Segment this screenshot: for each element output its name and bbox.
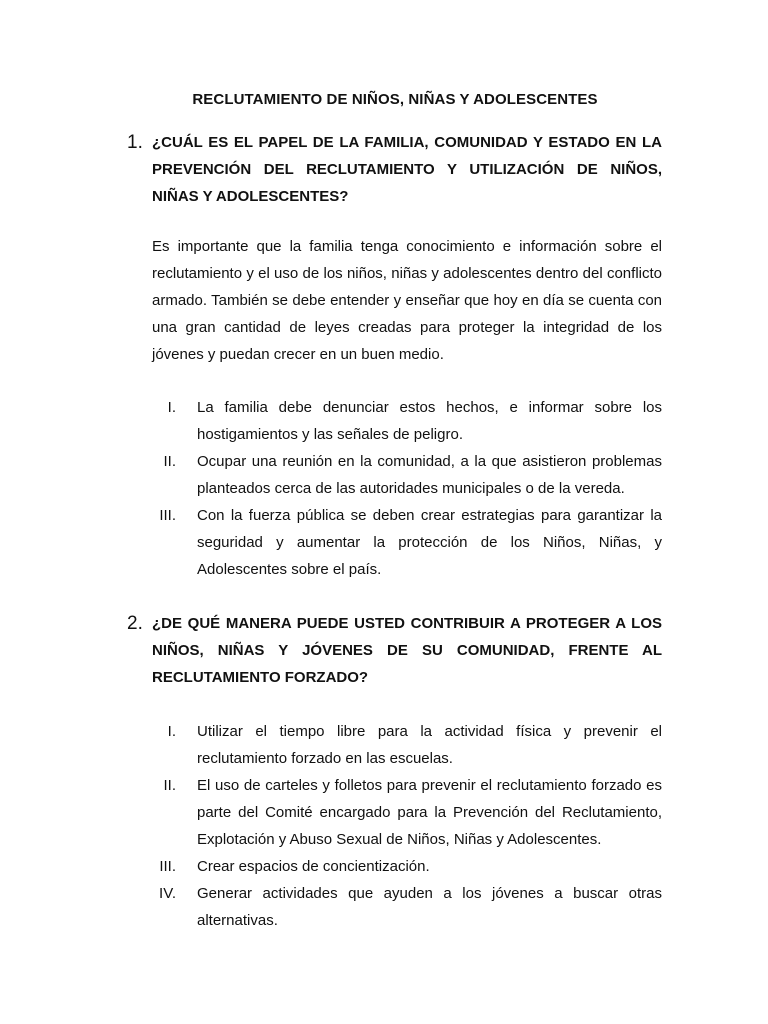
list-item-text: Generar actividades que ayuden a los jóvenes a buscar otras alternativas. — [197, 885, 662, 929]
list-marker: II. — [163, 453, 176, 470]
list-item-text: Crear espacios de concientización. — [197, 858, 430, 875]
question-1-number: 1. — [127, 132, 143, 153]
question-1-paragraph: Es importante que la familia tenga conocimiento e información sobre el reclutamiento y el uso de los niños, niñas y adolescentes dentro del conflicto armado. También se debe entender y enseñar que hoy en día se cuenta con una gran cantidad de leyes creadas para proteger la integridad de los jóvenes y puedan crecer en un buen medio. — [152, 238, 662, 363]
list-item-text: La familia debe denunciar estos hechos, e informar sobre los hostigamientos y las señales de peligro. — [197, 399, 662, 443]
list-item — [0, 853, 768, 880]
list-item-text: El uso de carteles y folletos para prevenir el reclutamiento forzado es parte del Comité encargado para la Prevención del Reclutamiento, Explotación y Abuso Sexual de Niños, Niñas y Adolescentes. — [197, 777, 662, 848]
list-marker: IV. — [159, 885, 176, 902]
list-item — [0, 772, 768, 853]
list-item-text: Utilizar el tiempo libre para la actividad física y prevenir el reclutamiento forzado en las escuelas. — [197, 723, 662, 767]
list-item — [0, 394, 768, 448]
list-item — [0, 718, 768, 772]
list-marker: III. — [159, 858, 176, 875]
list-marker: I. — [167, 399, 176, 416]
list-item — [0, 880, 768, 934]
list-marker: I. — [167, 723, 176, 740]
list-item — [0, 502, 768, 583]
list-item-text: Ocupar una reunión en la comunidad, a la que asistieron problemas planteados cerca de las autoridades municipales o de la vereda. — [197, 453, 662, 497]
question-1-heading: ¿CUÁL ES EL PAPEL DE LA FAMILIA, COMUNIDAD Y ESTADO EN LA PREVENCIÓN DEL RECLUTAMIENTO Y UTILIZACIÓN DE NIÑOS, NIÑAS Y ADOLESCENTES? — [152, 134, 662, 205]
list-marker: III. — [159, 507, 176, 524]
list-item-text: Con la fuerza pública se deben crear estrategias para garantizar la seguridad y aumentar la protección de los Niños, Niñas, y Adolescentes sobre el país. — [197, 507, 662, 578]
question-1-list — [0, 394, 768, 583]
question-2-list — [0, 718, 768, 934]
question-2-heading: ¿DE QUÉ MANERA PUEDE USTED CONTRIBUIR A PROTEGER A LOS NIÑOS, NIÑAS Y JÓVENES DE SU COMUNIDAD, FRENTE AL RECLUTAMIENTO FORZADO? — [152, 615, 662, 686]
list-marker: II. — [163, 777, 176, 794]
list-item — [0, 448, 768, 502]
question-2-number: 2. — [127, 613, 143, 634]
document-title: RECLUTAMIENTO DE NIÑOS, NIÑAS Y ADOLESCENTES — [192, 91, 598, 108]
